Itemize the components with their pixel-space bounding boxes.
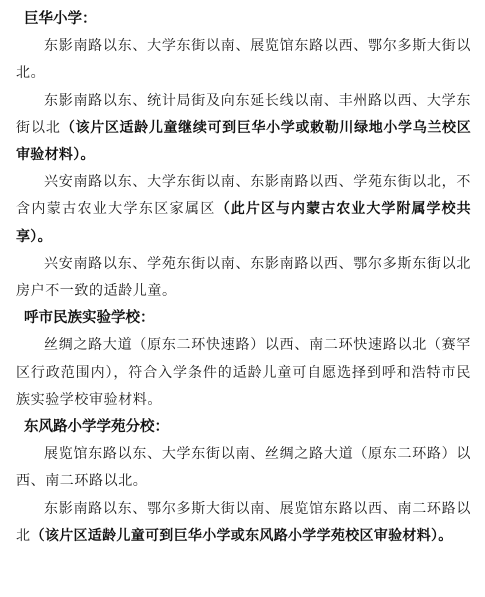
district-paragraph <box>16 251 471 305</box>
district-paragraph <box>16 441 471 495</box>
district-paragraph <box>16 169 471 251</box>
section-title: 东风路小学学苑分校： <box>24 419 169 436</box>
paragraph-note: （此片区与内蒙古农业大学附属学校共享）。 <box>16 201 471 245</box>
district-paragraph <box>16 33 471 87</box>
district-paragraph <box>16 88 471 170</box>
section-minzu-experimental-school <box>16 305 471 414</box>
paragraph-text: 东影南路以东、大学东街以南、展览馆东路以西、鄂尔多斯大街以北。 <box>16 38 471 82</box>
paragraph-note: （该片区适龄儿童可到巨华小学或东风路小学学苑校区审验材料）。 <box>30 527 453 544</box>
section-title: 呼市民族实验学校： <box>24 310 155 327</box>
section-dongfeng-xueyuan-school <box>16 414 471 550</box>
paragraph-text: 东影南路以东、鄂尔多斯大街以南、展览馆东路以西、南二环路以北 <box>16 500 471 544</box>
district-paragraph <box>16 496 471 550</box>
district-paragraph <box>16 332 471 414</box>
paragraph-text: 展览馆东路以东、大学东街以南、丝绸之路大道（原东二环路）以西、南二环路以北。 <box>16 446 471 490</box>
paragraph-text: 丝绸之路大道（原东二环快速路）以西、南二环快速路以北（赛罕区行政范围内），符合入学条件的适龄儿童可自愿选择到呼和浩特市民族实验学校审验材料。 <box>16 337 471 408</box>
paragraph-text: 兴安南路以东、学苑东街以南、东影南路以西、鄂尔多斯东街以北房户不一致的适龄儿童。 <box>16 255 471 300</box>
paragraph-text: 兴安南路以东、大学东街以南、东影南路以西、学苑东街以北，不含内蒙古农业大学东区家属区 <box>16 174 471 218</box>
section-title: 巨华小学： <box>24 11 97 27</box>
paragraph-note: （该片区适龄儿童继续可到巨华小学或敕勒川绿地小学乌兰校区审验材料）。 <box>16 119 471 164</box>
paragraph-text: 东影南路以东、统计局街及向东延长线以南、丰州路以西、大学东街以北 <box>16 92 471 136</box>
section-juhua-school <box>16 6 471 305</box>
